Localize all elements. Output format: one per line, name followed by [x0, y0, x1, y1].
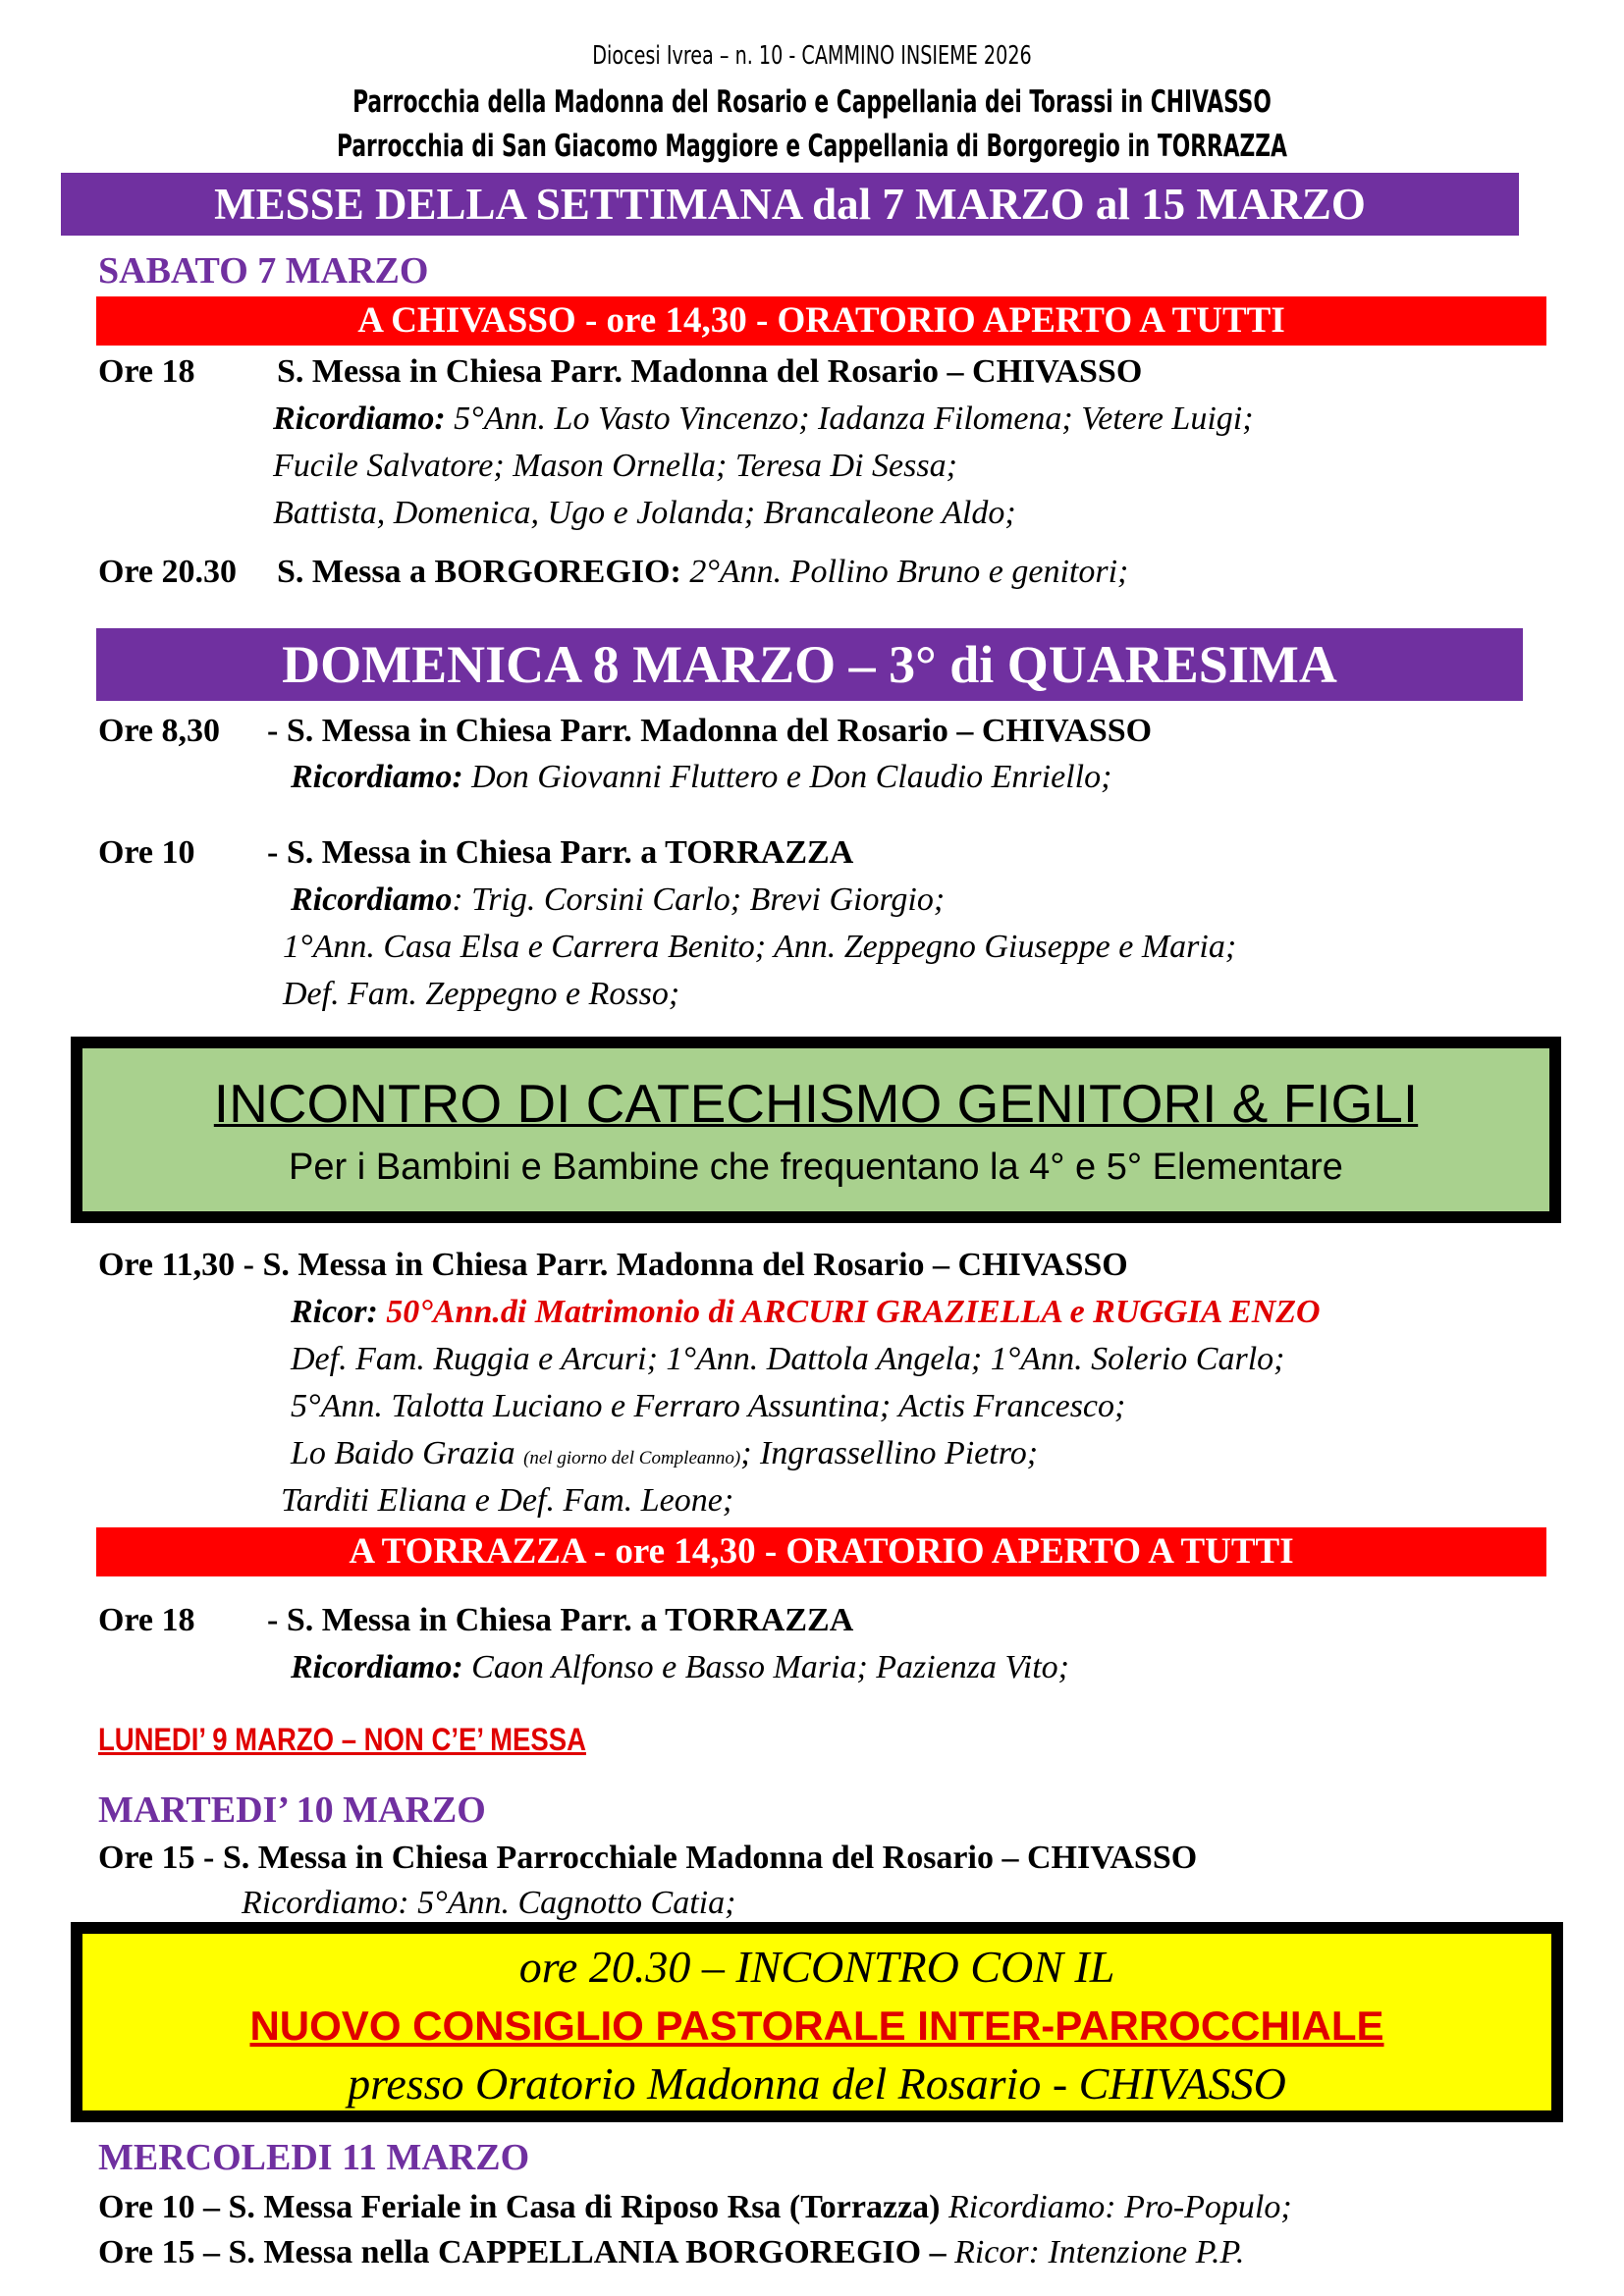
mass-intentions: 5°Ann. Talotta Luciano e Ferraro Assuntina; Actis Francesco;	[291, 1388, 1126, 1424]
consiglio-title: NUOVO CONSIGLIO PASTORALE INTER-PARROCCHIALE	[249, 2002, 1384, 2049]
mass-intentions: Ricordiamo: Don Giovanni Fluttero e Don Claudio Enriello;	[291, 759, 1112, 795]
catechismo-subtitle: Per i Bambini e Bambine che frequentano la 4° e 5° Elementare	[289, 1147, 1343, 1188]
day-mercoledi: MERCOLEDI 11 MARZO	[98, 2137, 530, 2178]
day-martedi: MARTEDI’ 10 MARZO	[98, 1789, 486, 1831]
lunedi-notice: LUNEDI’ 9 MARZO – NON C’E’ MESSA	[98, 1722, 586, 1757]
catechismo-title: INCONTRO DI CATECHISMO GENITORI & FIGLI	[213, 1073, 1419, 1134]
mass-intentions: 1°Ann. Casa Elsa e Carrera Benito; Ann. Zeppegno Giuseppe e Maria;	[283, 929, 1237, 965]
mass-description: - S. Messa in Chiesa Parr. Madonna del Rosario – CHIVASSO	[267, 713, 1153, 749]
mass-description: Ore 11,30 - S. Messa in Chiesa Parr. Madonna del Rosario – CHIVASSO	[98, 1247, 1128, 1283]
anniversary-highlight: 50°Ann.di Matrimonio di ARCURI GRAZIELLA e RUGGIA ENZO	[377, 1294, 1321, 1330]
domenica-title: DOMENICA 8 MARZO – 3° di QUARESIMA	[282, 635, 1337, 694]
consiglio-time: ore 20.30 – INCONTRO CON IL	[518, 1942, 1115, 1992]
diocese-header: Diocesi Ivrea – n. 10 - CAMMINO INSIEME 2026	[592, 41, 1032, 71]
mass-time: Ore 18	[98, 353, 195, 390]
mass-time: Ore 18	[98, 1602, 195, 1638]
mass-intentions: Def. Fam. Ruggia e Arcuri; 1°Ann. Dattola Angela; 1°Ann. Solerio Carlo;	[291, 1341, 1285, 1377]
mass-time: Ore 20.30	[98, 554, 238, 590]
mass-intentions: Lo Baido Grazia (nel giorno del Compleanno); Ingrassellino Pietro;	[291, 1435, 1039, 1471]
mass-intentions: Tarditi Eliana e Def. Fam. Leone;	[281, 1482, 734, 1519]
mass-intentions: Fucile Salvatore; Mason Ornella; Teresa Di Sessa;	[273, 448, 957, 484]
mass-intentions: Ricordiamo: Trig. Corsini Carlo; Brevi Giorgio;	[291, 881, 946, 918]
week-title-bar	[61, 173, 1519, 236]
mass-description: S. Messa in Chiesa Parr. Madonna del Rosario – CHIVASSO	[277, 353, 1143, 390]
consiglio-pastorale-box	[71, 1922, 1563, 2122]
parish-torrazza-header: Parrocchia di San Giacomo Maggiore e Cappellania di Borgoregio in TORRAZZA	[337, 129, 1287, 164]
domenica-banner	[96, 628, 1523, 701]
catechismo-inner	[82, 1048, 1549, 1211]
mass-intentions: Ricordiamo: 5°Ann. Lo Vasto Vincenzo; Iadanza Filomena; Vetere Luigi;	[273, 400, 1254, 437]
week-title: MESSE DELLA SETTIMANA dal 7 MARZO al 15 MARZO	[214, 180, 1366, 229]
oratorio-chivasso-banner	[96, 296, 1546, 346]
day-sabato: SABATO 7 MARZO	[98, 250, 429, 292]
mass-description: Ore 10 – S. Messa Feriale in Casa di Riposo Rsa (Torrazza) Ricordiamo: Pro-Populo;	[98, 2189, 1292, 2225]
consiglio-location: presso Oratorio Madonna del Rosario - CHIVASSO	[348, 2058, 1286, 2109]
parish-chivasso-header: Parrocchia della Madonna del Rosario e Cappellania dei Torassi in CHIVASSO	[352, 84, 1272, 120]
mass-intentions: Def. Fam. Zeppegno e Rosso;	[283, 976, 680, 1012]
mass-time: Ore 8,30	[98, 713, 221, 749]
mass-description: Ore 15 - S. Messa in Chiesa Parrocchiale Madonna del Rosario – CHIVASSO	[98, 1840, 1198, 1876]
oratorio-torrazza-text: A TORRAZZA - ore 14,30 - ORATORIO APERTO A TUTTI	[349, 1531, 1294, 1572]
mass-description: - S. Messa in Chiesa Parr. a TORRAZZA	[267, 1602, 854, 1638]
oratorio-chivasso-text: A CHIVASSO - ore 14,30 - ORATORIO APERTO A TUTTI	[357, 300, 1285, 341]
catechismo-box	[71, 1037, 1561, 1223]
mass-description: S. Messa a BORGOREGIO: 2°Ann. Pollino Bruno e genitori;	[277, 554, 1129, 590]
mass-description: - S. Messa in Chiesa Parr. a TORRAZZA	[267, 834, 854, 871]
mass-intentions: Ricordiamo: 5°Ann. Cagnotto Catia;	[242, 1885, 736, 1921]
mass-description: Ore 15 – S. Messa nella CAPPELLANIA BORGOREGIO – Ricor: Intenzione P.P.	[98, 2234, 1245, 2270]
mass-time: Ore 10	[98, 834, 195, 871]
mass-intentions: Ricordiamo: Caon Alfonso e Basso Maria; Pazienza Vito;	[291, 1649, 1070, 1685]
mass-intentions: Battista, Domenica, Ugo e Jolanda; Brancaleone Aldo;	[273, 495, 1016, 531]
mass-intentions: Ricor: 50°Ann.di Matrimonio di ARCURI GRAZIELLA e RUGGIA ENZO	[291, 1294, 1321, 1330]
oratorio-torrazza-banner	[96, 1527, 1546, 1576]
consiglio-inner	[82, 1934, 1551, 2110]
